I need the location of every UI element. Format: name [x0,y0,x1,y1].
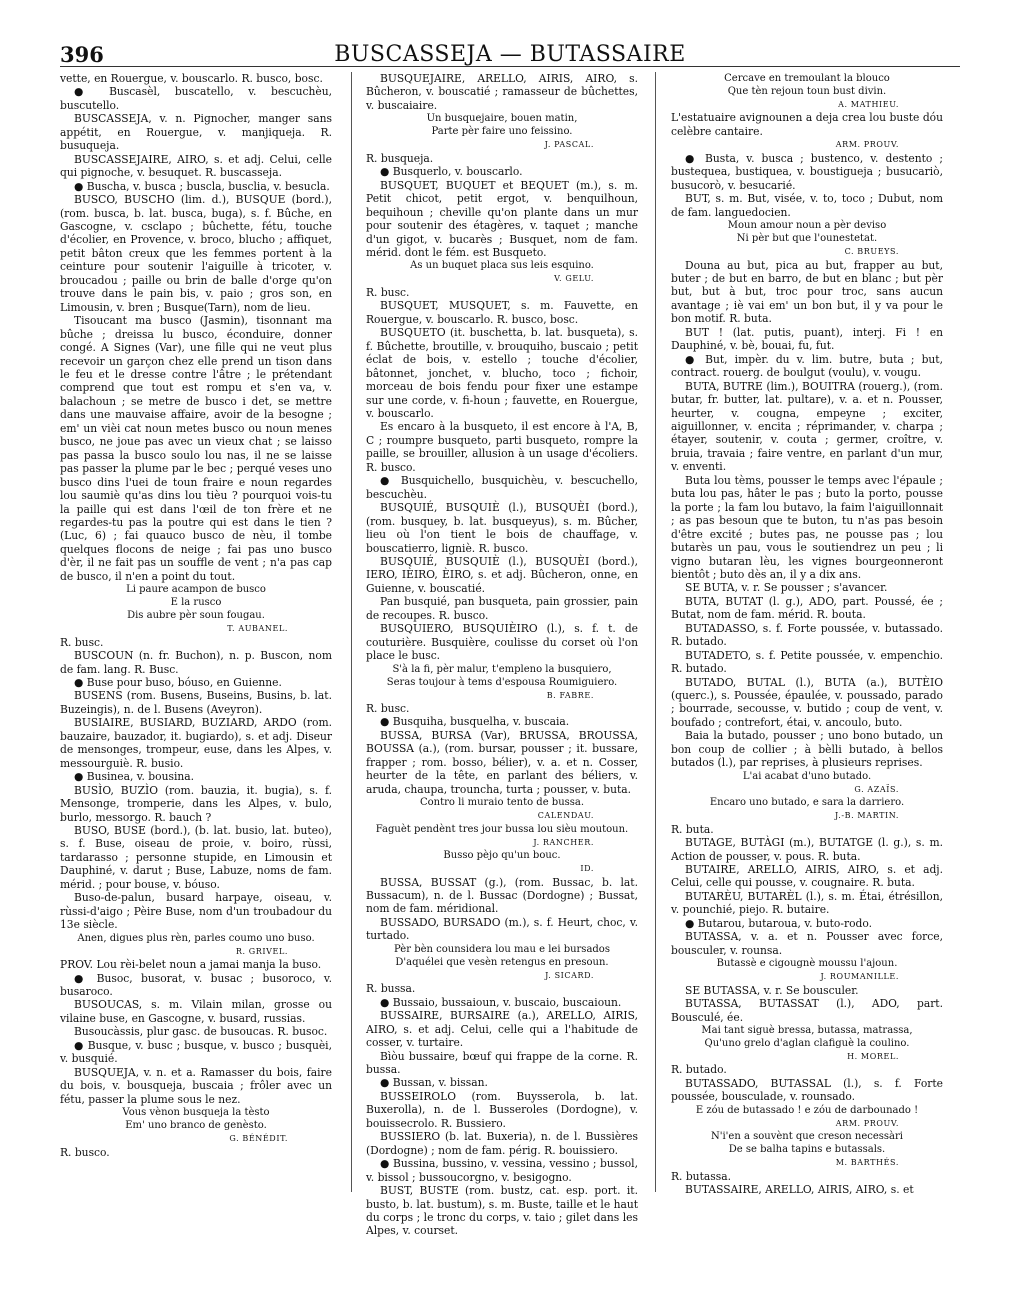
column-right [671,72,943,1197]
dictionary-entry: BUSQUET, BUQUET et BEQUET (m.), s. m. Petit chicot, petit ergot, v. benquilhoun, bequihoun ; cheville qu'on plante dans un mur pour soutenir des étagères, v. taquet ; manche d'un gigot, v. bucarès ; Busquet, nom de fam. mérid. dont le fém. est Busqueto. [366,178,638,259]
quotation-line: De se balha tapins e butassals. [728,1144,886,1156]
dictionary-entry: BUTA, BUTAT (l. g.), ADO, part. Poussé, ée ; Butat, nom de fam. mérid. R. bouta. [671,594,943,622]
quotation-author: C. BRUEYS. [844,247,899,257]
column-middle [366,72,638,1238]
quotation-line: As un buquet placa sus leis esquino. [410,260,594,272]
dictionary-entry: ● But, impèr. du v. lim. butre, buta ; but, contract. rouerg. de boulgut (voulu), v. vougu. [671,352,943,380]
quotation-line: Un busquejaire, bouen matin, [426,113,578,125]
dictionary-entry: Es encaro à la busqueto, il est encore à l'A, B, C ; roumpre busqueto, parti busqueto, rompre la paille, se brouiller, allusion à un usage d'écoliers. R. busco. [366,420,638,474]
dictionary-entry: BUTASSAIRE, ARELLO, AIRIS, AIRO, s. et [685,1183,914,1197]
quotation-line: Moun amour noun a pèr deviso [727,220,887,232]
dictionary-entry: ● Busoc, busorat, v. busac ; busoroco, v. busaroco. [60,971,332,998]
dictionary-entry: BUSQUEJA, v. n. et a. Ramasser du bois, faire du bois, v. bousqueja, buscaia ; frôler avec un fétu, passer la plume sous le nez. [60,1065,332,1106]
dictionary-entry: Bìòu bussaire, bœuf qui frappe de la corne. R. bussa. [366,1049,638,1076]
column-divider [351,72,352,1192]
dictionary-entry: BUTA, BUTRE (lim.), BOUITRA (rouerg.), (rom. butar, fr. butter, lat. pultare), v. a. et n. Pousser, heurter, v. cougna, empeyne ; exciter, aiguillonner, v. encita ; réprimander, v. charpa ; étayer, soutenir, v. couta ; germer, croître, v. bruia, travaia ; faire ventre, en parlant d'un mur, v. enventi. [671,379,943,474]
quotation-line: Faguèt pendènt tres jour bussa lou sièu moutoun. [375,823,629,835]
entry-continuation: R. busc. [366,702,410,716]
running-title: BUSCASSEJA — BUTASSAIRE [334,42,686,67]
dictionary-entry: Buta lou tèms, pousser le temps avec l'épaule ; buta lou pas, hâter le pas ; buto la porto, pousse la porte ; la fam lou butavo, la faim l'aiguillonnait ; as pas besoun que te buton, tu n'as pas besoin d'être excité ; butes pas, ne pousse pas ; lou butarès un pau, vous le soutiendrez un peu ; li vigno butaran lèu, les vignes bourgeonneront bientôt ; buto dès an, il y a dix ans. [671,473,943,581]
quotation-author: G. BÉNÉDIT. [229,1134,288,1144]
entry-continuation: R. buta. [671,822,714,836]
dictionary-entry: BUTASSA, BUTASSAT (l.), ADO, part. Bousculé, ée. [671,997,943,1024]
quotation-author: J.-B. MARTIN. [835,811,899,821]
dictionary-entry: BUSO, BUSE (bord.), (b. lat. busio, lat. buteo), s. f. Buse, oiseau de proie, v. boiro, rùssi, tardarasso ; personne stupide, en Limousin et Dauphiné, v. darut ; Buse, Labuze, noms de fam. mérid. ; pour bouse, v. bóuso. [60,824,332,891]
entry-continuation: R. butado. [671,1063,727,1077]
dictionary-entry: Tisoucant ma busco (Jasmin), tisonnant ma bûche ; dreissa lu busco, éconduire, donner congé. A Signes (Var), une fille qui ne veut plus recevoir un garçon chez elle prend un tison dans le feu et le dresse contre l'âtre ; le prétendant comprend que tout est rompu et s'en va, v. balachoun ; se metre de busco i det, se mettre dans une mauvaise affaire, avoir de la besogne ; em' un vièi cat noun metes busco ou noun menes busco, ne joue pas avec un vieux chat ; se laisso pas passa la busco soulo lou nas, il ne se laisse pas passer la plume par le bec ; perqué veses uno busco dins l'uei de toun fraire e noun regardes lou saumiè qu'as dins lou tièu ? pourquoi vois-tu la paille qui est dans l'œil de ton frère et ne regardes-tu pas la poutre qui est dans le tien ? (Luc, 6) ; fai quauco busco de nèu, il tombe quelques flocons de neige ; fai pas uno busco d'èr, il ne fait pas un souffle de vent ; n'a pas cap de busco, il n'en a point du tout. [60,314,332,583]
dictionary-entry: ● Busquerlo, v. bouscarlo. [380,165,523,179]
dictionary-entry: BUSIAIRE, BUSIARD, BUZIARD, ARDO (rom. bauzaire, bauzador, it. bugiardo), s. et adj. Diseur de mensonges, trompeur, euse, dans les Alpes, v. messourguiè. R. busio. [60,716,332,770]
quotation-line: Butassè e cigougnè moussu l'ajoun. [716,958,898,970]
quotation-author: G. AZAÏS. [854,784,899,794]
quotation-author: ID. [580,864,594,874]
page-number: 396 [60,42,104,67]
quotation-author: T. AUBANEL. [227,624,288,634]
dictionary-entry: ● Businea, v. bousina. [74,770,195,784]
dictionary-entry: BUSQUIÉ, BUSQUIÈ (l.), BUSQUÈI (bord.), IERO, IÈIRO, ÈIRO, s. et adj. Bûcheron, onne, en Guienne, v. bouscatié. [366,554,638,595]
dictionary-entry: BUTASSA, v. a. et n. Pousser avec force, bousculer, v. rounsa. [671,930,943,957]
quotation-line: Qu'uno grelo d'aglan clafiguè la coulino. [704,1038,910,1049]
dictionary-entry: BUTAIRE, ARELLO, AIRIS, AIRO, s. et adj. Celui, celle qui pousse, v. cougnaire. R. buta. [671,863,943,890]
dictionary-entry: BUST, BUSTE (rom. bustz, cat. esp. port. it. busto, b. lat. bustum), s. m. Buste, taille et le haut du corps ; le tronc du corps, v. taio ; gilet dans les Alpes, v. courset. [366,1184,638,1238]
dictionary-entry: Pan busquié, pan busqueta, pain grossier, pain de recoupes. R. busco. [366,595,638,622]
dictionary-entry: Buso-de-palun, busard harpaye, oiseau, v. rùssi-d'aigo ; Pèire Buse, nom d'un troubadour du 13e siècle. [60,891,332,932]
quotation-line: Li paure acampon de busco [126,584,266,596]
dictionary-entry: BUTARÈU, BUTARÈL (l.), s. m. Étai, étrésillon, v. pounchié, piejo. R. butaire. [671,889,943,917]
quotation-line: Ni pèr but que l'ounestetat. [736,233,878,245]
dictionary-entry: BUT ! (lat. putis, puant), interj. Fi ! en Dauphiné, v. bè, bouai, fu, fut. [671,325,943,353]
header-rule [60,66,960,67]
quotation-author: J. SICARD. [545,970,594,980]
entry-continuation: R. busc. [60,635,104,649]
quotation-author: J. RANCHER. [533,837,594,847]
quotation-line: Anen, digues plus rèn, parles coumo uno buso. [77,932,315,944]
quotation-line: Pèr bèn counsidera lou mau e lei bursados [394,943,610,955]
dictionary-entry: Busoucàssis, plur gasc. de busoucas. R. busoc. [74,1025,328,1039]
dictionary-entry: BUSQUET, MUSQUET, s. m. Fauvette, en Rouergue, v. bouscarlo. R. busco, bosc. [366,299,638,326]
dictionary-entry: ● Busquiha, busquelha, v. buscaia. [380,715,570,729]
quotation-line: Encaro uno butado, e sara la darriero. [709,797,905,809]
dictionary-entry: BUSCASSEJAIRE, AIRO, s. et adj. Celui, celle qui pignoche, v. besuquet. R. buscasseja. [60,152,332,180]
quotation-line: Contro li muraio tento de bussa. [419,797,585,809]
dictionary-entry: BUSQUEJAIRE, ARELLO, AIRIS, AIRO, s. Bûcheron, v. bouscatié ; ramasseur de bûchettes, v. buscaiaire. [366,72,638,112]
quotation-line: Seras toujour à tems d'espousa Roumiguiero. [386,676,618,688]
dictionary-entry: ● Buse pour buso, bóuso, en Guienne. [74,676,282,690]
dictionary-entry: BUSÌO, BUZÌO (rom. bauzia, it. bugia), s. f. Mensonge, tromperie, dans les Alpes, v. bulo, burlo, messorgo. R. bauch ? [60,783,332,824]
dictionary-entry: ● Busquichello, busquichèu, v. bescuchello, bescuchèu. [366,474,638,501]
entry-continuation: L'estatuaire avignounen a deja crea lou buste dóu celèbre cantaire. [671,111,943,138]
dictionary-entry: BUSQUETO (it. buschetta, b. lat. busqueta), s. f. Bûchette, broutille, v. brouquiho, buscaio ; petit éclat de bois, v. estello ; touche d'écolier, bâtonnet, jonchet, v. blucho, toco ; fichoir, morceau de bois fendu pour fixer une estampe sur une corde, v. fi-houn ; fauvette, en Rouergue, v. bouscarlo. [366,326,638,420]
quotation-author: V. GELU. [554,274,594,284]
dictionary-entry: BUSSA, BURSA (Var), BRUSSA, BROUSSA, BOUSSA (a.), (rom. bursar, pousser ; it. bussare, frapper ; rom. bosso, bélier), v. a. et n. Cosser, heurter de la tête, en parlant des béliers, v. aruda, chaupa, trouncha, turta ; pousser, v. buta. [366,728,638,796]
dictionary-entry: BUSCO, BUSCHO (lim. d.), BUSQUE (bord.), (rom. busca, b. lat. busca, buga), s. f. Bûche, en Gascogne, v. csclapo ; bûchette, fétu, touche d'écolier, en Provence, v. broco, blucho ; affiquet, petit bâton creux que les femmes portent à la ceinture pour soutenir l'aiguille à tricoter, v. broucadou ; paille ou brin de balle d'orge qu'on trouve dans le pain bis, v. paio ; gros son, en Limousin, v. bren ; Busque(Tarn), nom de lieu. [60,193,332,314]
dictionary-entry: BUSCOUN (n. fr. Buchon), n. p. Buscon, nom de fam. lang. R. Busc. [60,649,332,676]
entry-continuation: R. busc. [366,285,410,299]
dictionary-entry: BUSSIERO (b. lat. Buxeria), n. de l. Bussières (Dordogne) ; nom de fam. périg. R. bouissiero. [366,1130,638,1157]
dictionary-entry: BUSCASSEJA, v. n. Pignocher, manger sans appétit, en Rouergue, v. manjiqueja. R. busuqueja. [60,112,332,153]
quotation-line: L'ai acabat d'uno butado. [742,770,872,782]
dictionary-entry: BUT, s. m. But, visée, v. to, toco ; Dubut, nom de fam. languedocien. [671,192,943,219]
quotation-line: Busso pèjo qu'un bouc. [443,850,561,862]
dictionary-entry: ● Bussan, v. bissan. [380,1076,488,1090]
entry-continuation: R. bussa. [366,982,416,996]
dictionary-entry: ● Buscha, v. busca ; buscla, busclia, v. besucla. [74,179,330,193]
quotation-line: Parte pèr faire uno feissino. [431,126,573,138]
page-header [60,42,960,72]
dictionary-entry: BUTAGE, BUTÀGI (m.), BUTATGE (l. g.), s. m. Action de pousser, v. pous. R. buta. [671,836,943,863]
quotation-author: R. GRIVEL. [235,946,288,956]
entry-continuation: vette, en Rouergue, v. bouscarlo. R. busco, bosc. [60,72,323,85]
dictionary-entry: SE BUTA, v. r. Se pousser ; s'avancer. [685,581,888,595]
quotation-author: J. PASCAL. [544,140,594,150]
quotation-line: Mai tant siguè bressa, butassa, matrassa, [701,1025,913,1036]
quotation-line: Cercave en tremoulant la blouco [724,73,890,84]
quotation-line: Vous vènon busqueja la tèsto [122,1107,270,1119]
dictionary-entry: BUTADETO, s. f. Petite poussée, v. empenchio. R. butado. [671,648,943,676]
quotation-author: B. FABRE. [546,690,594,700]
quotation-line: S'à la fi, pèr malur, t'empleno la busquiero, [392,663,612,675]
entry-continuation: R. busqueja. [366,151,434,165]
quotation-line: E la rusco [170,597,222,609]
dictionary-entry: BUSQUIERO, BUSQUIÈIRO (l.), s. f. t. de couturière. Busquière, coulisse du corset où l'on place le busc. [366,622,638,663]
dictionary-entry: BUSSAIRE, BURSAIRE (a.), ARELLO, AIRIS, AIRO, s. et adj. Celui, celle qui a l'habitude de cosser, v. turtaire. [366,1009,638,1050]
quotation-author: ARM. PROUV. [835,140,899,150]
quotation-line: Em' uno branco de genèsto. [125,1120,267,1132]
quotation-author: ARM. PROUV. [835,1118,899,1128]
dictionary-entry: ● Busta, v. busca ; bustenco, v. destento ; bustequea, bustiquea, v. boustigueja ; busucariò, busucorò, v. besucarié. [671,151,943,192]
entry-continuation: R. butassa. [671,1169,731,1183]
quotation-line: D'aquélei que vesèn retengus en presoun. [395,956,609,968]
quotation-line: N'i'en a souvènt que creson necessàri [710,1131,903,1143]
dictionary-entry: BUTASSADO, BUTASSAL (l.), s. f. Forte poussée, bousculade, v. rounsado. [671,1076,943,1104]
dictionary-entry: BUSSEIROLO (rom. Buysserola, b. lat. Buxerolla), n. de l. Busseroles (Dordogne), v. bouissecrolo. R. Bussiero. [366,1089,638,1130]
dictionary-entry: BUTADASSO, s. f. Forte poussée, v. butassado. R. butado. [671,621,943,649]
column-left [60,72,332,1159]
dictionary-entry: BUSQUIÉ, BUSQUIÈ (l.), BUSQUÈI (bord.), (rom. busquey, b. lat. busqueyus), s. m. Bûcher, lieu où l'on tient le bois de chauffage, v. bouscatierro, ligniè. R. busco. [366,501,638,555]
dictionary-entry: ● Busque, v. busc ; busque, v. busco ; busquèi, v. busquié. [60,1038,332,1066]
quotation-author: J. ROUMANILLE. [820,972,899,982]
dictionary-entry: BUSENS (rom. Busens, Buseins, Busins, b. lat. Buzeingis), n. de l. Busens (Aveyron). [60,689,332,716]
quotation-line: E zóu de butassado ! e zóu de darbounado ! [695,1104,919,1116]
dictionary-entry: BUSOUCAS, s. m. Vilain milan, grosse ou vilaine buse, en Gascogne, v. busard, russias. [60,998,332,1025]
quotation-author: CALENDAU. [537,811,594,821]
entry-continuation: PROV. Lou rèi-belet noun a jamai manja la buso. [60,958,322,972]
dictionary-entry: Douna au but, pica au but, frapper au but, buter ; de but en barro, de but en blanc ; but pèr but, but à but, troc pour troc, sans aucun avantage ; iè vai em' un bon but, il y va pour le bon motif. R. buta. [671,258,943,326]
dictionary-entry: BUSSADO, BURSADO (m.), s. f. Heurt, choc, v. turtado. [366,915,638,943]
quotation-author: M. BARTHÉS. [835,1158,899,1168]
dictionary-entry: BUSSA, BUSSAT (g.), (rom. Bussac, b. lat. Bussacum), n. de l. Bussac (Dordogne) ; Bussat, nom de fam. méridional. [366,875,638,916]
entry-continuation: R. busco. [60,1145,110,1159]
dictionary-entry: BUTADO, BUTAL (l.), BUTA (a.), BUTÈIO (querc.), s. Poussée, épaulée, v. poussado, parado ; bourrade, secousse, v. butido ; coup de vent, v. boufado ; contrefort, étai, v. ancoulo, buto. [671,675,943,729]
quotation-line: Dis aubre pèr soun fougau. [127,610,265,622]
dictionary-entry: ● Bussaio, bussaioun, v. buscaio, buscaioun. [380,995,622,1009]
dictionary-entry: SE BUTASSA, v. r. Se bousculer. [685,983,859,997]
dictionary-entry: ● Buscasèl, buscatello, v. bescuchèu, buscutello. [60,85,332,112]
quotation-line: Que tèn rejoun toun bust divin. [727,86,887,97]
quotation-author: H. MOREL. [847,1052,899,1061]
dictionary-entry: Baia la butado, pousser ; uno bono butado, un bon coup de collier ; à bèlli butado, à bellos butados (l.), par reprises, à plusieurs reprises. [671,729,943,770]
column-divider [655,72,656,1192]
quotation-author: A. MATHIEU. [838,100,899,109]
dictionary-entry: ● Bussina, bussino, v. vessina, vessino ; bussol, v. bissol ; bussoucorgno, v. besigogno. [366,1157,638,1184]
dictionary-entry: ● Butarou, butaroua, v. buto-rodo. [685,916,872,930]
